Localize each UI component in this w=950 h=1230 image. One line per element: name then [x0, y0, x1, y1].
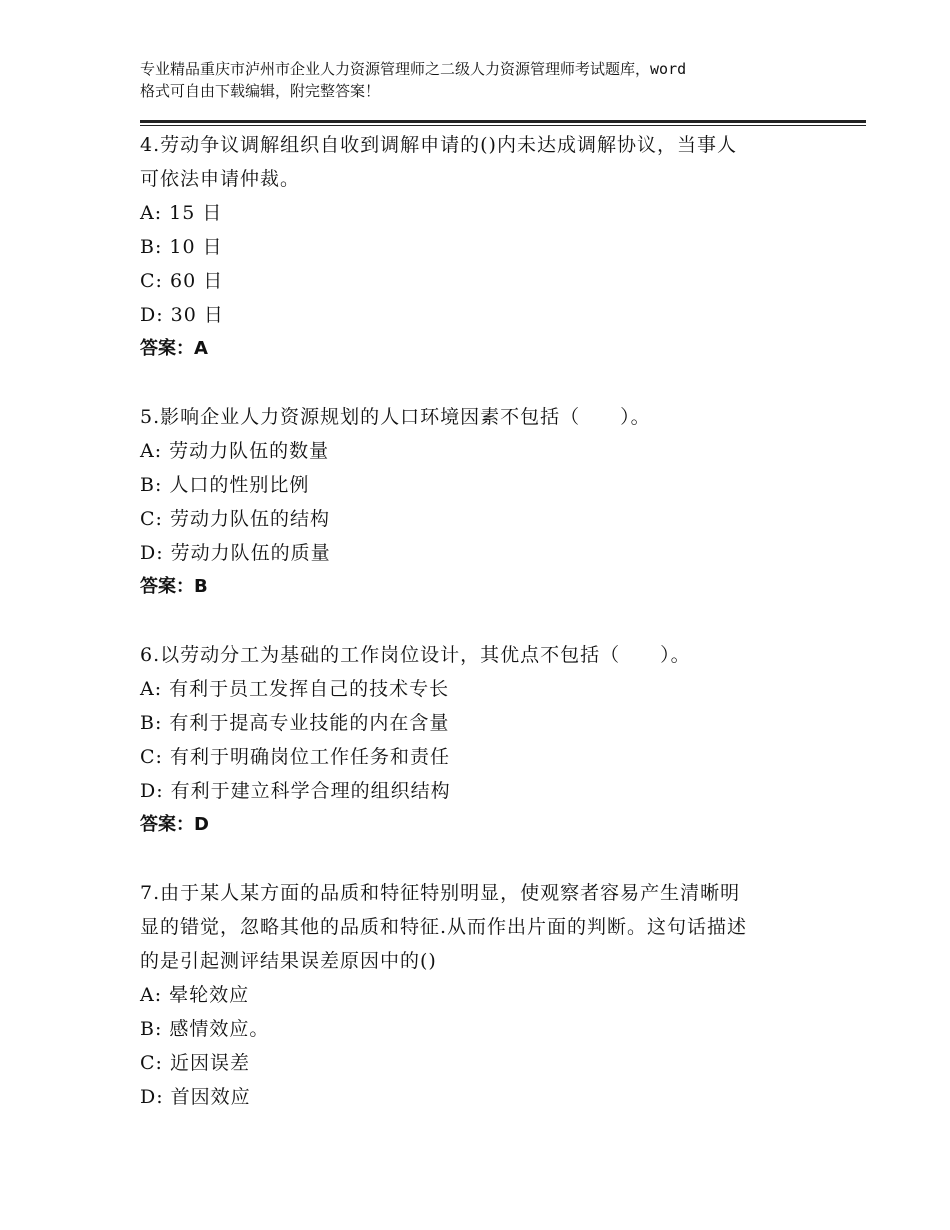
option-a: A: 劳动力队伍的数量 [140, 440, 330, 462]
option-b: B: 有利于提高专业技能的内在含量 [140, 712, 450, 734]
option-d: D: 劳动力队伍的质量 [140, 542, 331, 564]
option-b: B: 感情效应。 [140, 1018, 270, 1040]
question-text: 5.影响企业人力资源规划的人口环境因素不包括（ ）。 [140, 406, 651, 428]
question-spacer [140, 604, 830, 638]
option-c: C: 劳动力队伍的结构 [140, 508, 330, 530]
question-text: 可依法申请仲裁。 [140, 168, 301, 190]
question-spacer [140, 366, 830, 400]
option-c: C: 近因误差 [140, 1052, 250, 1074]
option-a: A: 15 日 [140, 202, 223, 224]
question-text: 6.以劳动分工为基础的工作岗位设计，其优点不包括（ ）。 [140, 644, 691, 666]
question-text: 4.劳动争议调解组织自收到调解申请的()内未达成调解协议，当事人 [140, 134, 737, 156]
header-line-2: 格式可自由下载编辑，附完整答案！ [140, 82, 381, 100]
question-block [140, 128, 830, 366]
question-text: 7.由于某人某方面的品质和特征特别明显，使观察者容易产生清晰明 [140, 882, 741, 904]
question-block [140, 400, 830, 604]
document-header [140, 58, 830, 102]
question-text: 显的错觉，忽略其他的品质和特征.从而作出片面的判断。这句话描述 [140, 916, 748, 938]
answer-label: 答案：A [140, 338, 208, 359]
option-a: A: 晕轮效应 [140, 984, 250, 1006]
header-line-1: 专业精品重庆市泸州市企业人力资源管理师之二级人力资源管理师考试题库，word [140, 60, 687, 78]
option-a: A: 有利于员工发挥自己的技术专长 [140, 678, 450, 700]
answer-label: 答案：D [140, 814, 209, 835]
header-divider-thin [140, 125, 866, 126]
option-b: B: 人口的性别比例 [140, 474, 310, 496]
option-d: D: 首因效应 [140, 1086, 251, 1108]
option-b: B: 10 日 [140, 236, 223, 258]
answer-label: 答案：B [140, 576, 208, 597]
question-text: 的是引起测评结果误差原因中的() [140, 950, 437, 972]
question-block [140, 876, 830, 1114]
option-d: D: 有利于建立科学合理的组织结构 [140, 780, 451, 802]
question-spacer [140, 842, 830, 876]
option-c: C: 60 日 [140, 270, 224, 292]
question-block [140, 638, 830, 842]
question-list [140, 128, 830, 1114]
header-divider-thick [140, 120, 866, 123]
option-c: C: 有利于明确岗位工作任务和责任 [140, 746, 450, 768]
option-d: D: 30 日 [140, 304, 224, 326]
